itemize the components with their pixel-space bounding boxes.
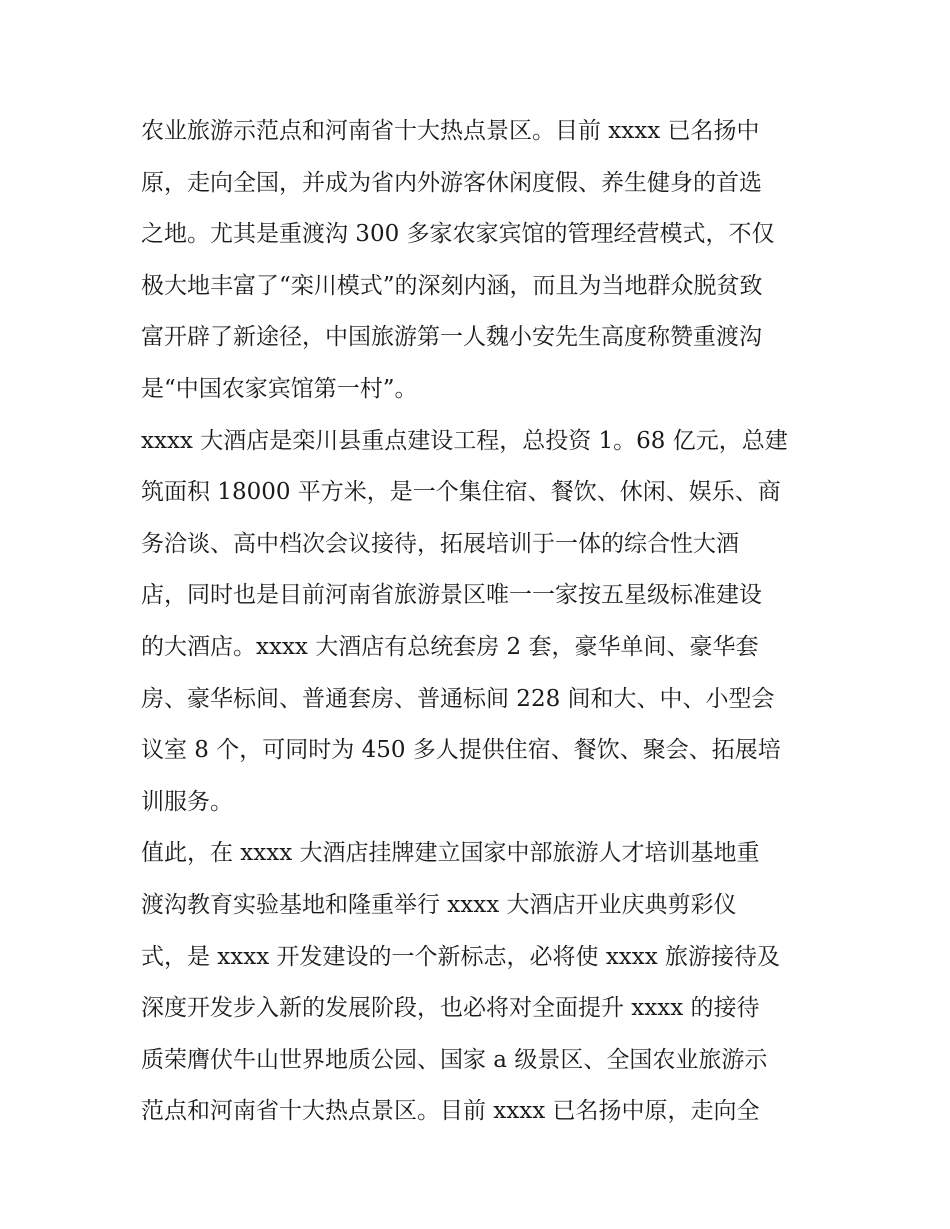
body-text (141, 106, 821, 1138)
text-line: 农业旅游示范点和河南省十大热点景区。目前 xxxx 已名扬中 (141, 118, 760, 144)
text-line: 富开辟了新途径，中国旅游第一人魏小安先生高度称赞重渡沟 (141, 324, 762, 351)
text-line: 渡沟教育实验基地和隆重举行 xxxx 大酒店开业庆典剪彩仪 (141, 891, 737, 918)
text-line: 范点和河南省十大热点景区。目前 xxxx 已名扬中原，走向全 (141, 1098, 760, 1125)
text-line: 质荣膺伏牛山世界地质公园、国家 a 级景区、全国农业旅游示 (141, 1046, 768, 1073)
text-line: 店，同时也是目前河南省旅游景区唯一一家按五星级标准建设 (141, 582, 762, 609)
text-line: 极大地丰富了“栾川模式”的深刻内涵，而且为当地群众脱贫致 (141, 272, 763, 299)
text-line: xxxx 大酒店是栾川县重点建设工程，总投资 1。68 亿元，总建 (141, 427, 788, 454)
text-line: 房、豪华标间、普通套房、普通标间 228 间和大、中、小型会 (141, 685, 775, 712)
text-line: 务洽谈、高中档次会议接待，拓展培训于一体的综合性大酒 (141, 530, 739, 557)
text-line: 筑面积 18000 平方米，是一个集住宿、餐饮、休闲、娱乐、商 (141, 479, 781, 506)
text-line: 议室 8 个，可同时为 450 多人提供住宿、餐饮、聚会、拓展培 (141, 737, 781, 764)
text-line: 的大酒店。xxxx 大酒店有总统套房 2 套，豪华单间、豪华套 (141, 633, 759, 660)
text-line: 是“中国农家宾馆第一村”。 (141, 375, 418, 402)
text-line: 深度开发步入新的发展阶段，也必将对全面提升 xxxx 的接待 (141, 995, 760, 1022)
text-line: 值此，在 xxxx 大酒店挂牌建立国家中部旅游人才培训基地重 (141, 840, 760, 867)
text-line: 训服务。 (141, 788, 233, 815)
text-line: 原，走向全国，并成为省内外游客休闲度假、养生健身的首选 (141, 169, 762, 196)
text-line: 之地。尤其是重渡沟 300 多家农家宾馆的管理经营模式，不仅 (141, 221, 775, 248)
text-line: 式，是 xxxx 开发建设的一个新标志，必将使 xxxx 旅游接待及 (141, 943, 781, 970)
